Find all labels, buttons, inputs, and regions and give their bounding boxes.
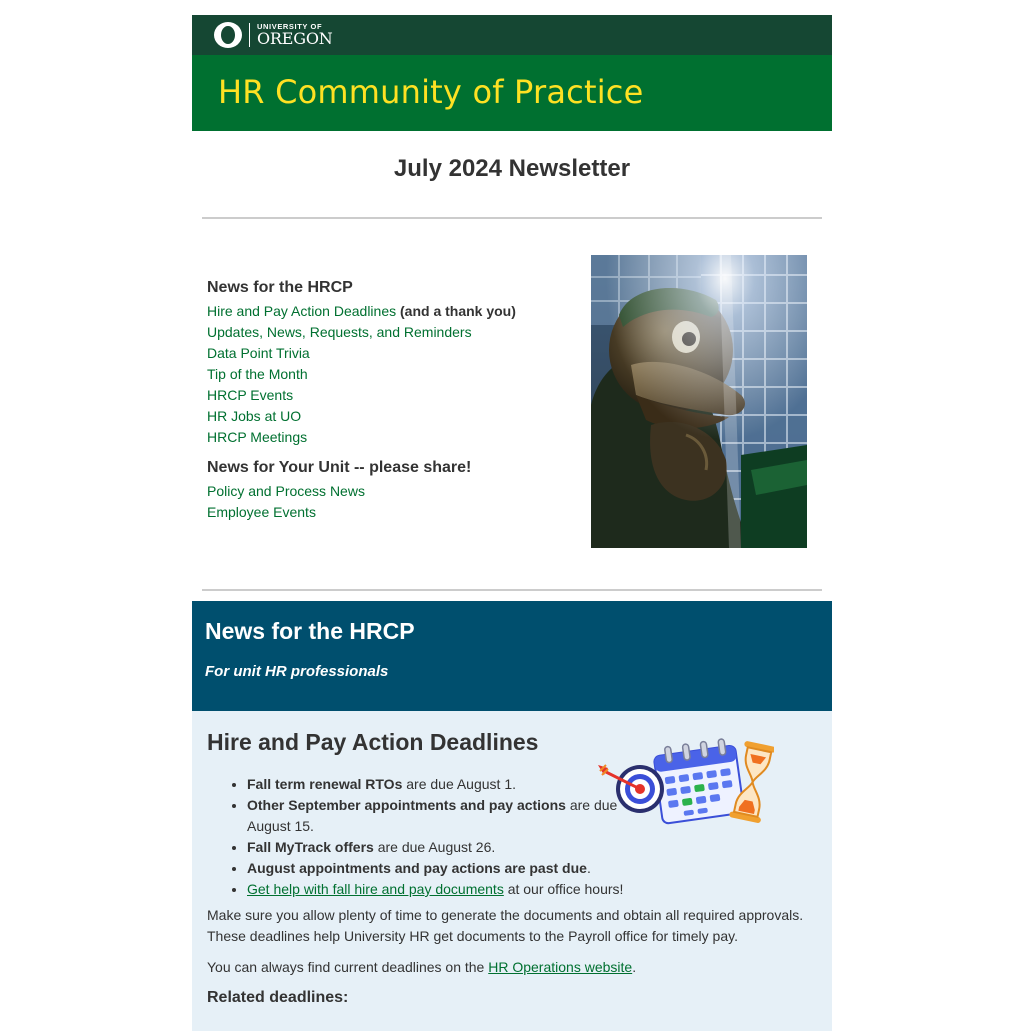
list-item: • Get help with fall hire and pay documents at our office hours! (247, 879, 767, 900)
section-subtitle: For unit HR professionals (205, 663, 389, 680)
logo-big-text: OREGON (257, 29, 333, 49)
toc-link-jobs[interactable]: HR Jobs at UO (207, 408, 302, 424)
related-deadlines-heading: Related deadlines: (207, 989, 349, 1006)
duck-statue-photo (591, 255, 807, 548)
office-hours-link[interactable]: Get help with fall hire and pay documents (247, 881, 504, 897)
toc-link-extra: (and a thank you) (396, 303, 516, 319)
article-hire-pay-deadlines (192, 711, 832, 1031)
uo-o-logo-icon (213, 21, 243, 49)
newsletter-banner (192, 55, 832, 131)
toc-heading-hrcp: News for the HRCP (207, 279, 353, 296)
deadline-list (207, 774, 637, 900)
university-topbar (192, 15, 832, 55)
university-logo[interactable] (213, 20, 333, 50)
toc-link-employee-events[interactable]: Employee Events (207, 504, 316, 520)
toc-link-meetings[interactable]: HRCP Meetings (207, 429, 308, 445)
list-item: • Other September appointments and pay actions are due August 15. (247, 795, 637, 837)
list-item: • Fall term renewal RTOs are due August 1. (247, 774, 637, 795)
section-band (192, 601, 832, 711)
issue-title: July 2024 Newsletter (393, 155, 631, 182)
banner-title: HR Community of Practice (218, 73, 644, 111)
article-title: Hire and Pay Action Deadlines (207, 729, 539, 755)
section-title: News for the HRCP (205, 618, 415, 644)
list-item: • Fall MyTrack offers are due August 26. (247, 837, 637, 858)
toc-link-label: Hire and Pay Action Deadlines (207, 303, 397, 319)
toc-link-hire-pay[interactable] (207, 301, 587, 322)
table-of-contents (192, 219, 832, 589)
logo-small-text: UNIVERSITY OF (257, 21, 323, 31)
toc-link-policy[interactable]: Policy and Process News (207, 483, 365, 499)
toc-text (207, 277, 587, 523)
hr-operations-link[interactable]: HR Operations website (488, 959, 633, 975)
newsletter-email (192, 15, 832, 1031)
article-paragraph: You can always find current deadlines on the HR Operations website. (207, 959, 637, 975)
list-item: • August appointments and pay actions are past due. (247, 858, 767, 879)
logo-divider (249, 23, 250, 47)
article-paragraph: Make sure you allow plenty of time to generate the documents and obtain all required approvals. These deadlines help University HR get documents to the Payroll office for timely pay. (207, 907, 804, 944)
toc-link-tip[interactable]: Tip of the Month (207, 366, 308, 382)
toc-link-updates[interactable]: Updates, News, Requests, and Reminders (207, 324, 472, 340)
toc-link-trivia[interactable]: Data Point Trivia (207, 345, 310, 361)
logo-wordmark (257, 23, 333, 48)
toc-heading-unit: News for Your Unit -- please share! (207, 459, 472, 476)
divider (202, 589, 822, 591)
toc-link-events[interactable]: HRCP Events (207, 387, 294, 403)
